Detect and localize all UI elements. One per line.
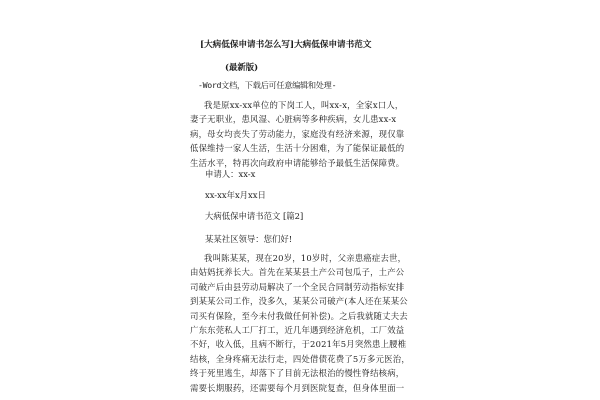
section-heading-2: 大病低保申请书范文 [篇2]: [205, 211, 304, 221]
paragraph-2: 我叫陈某某，现在20岁，10岁时，父亲患癌症去世，由姑妈抚养长大。首先在某某县土产公司包瓜子，土产公司破产后由县劳动局解决了一个全民合同制劳动指标安排到某某公司工作，没多久，某某公司破产(本人还在某某公司买有保险，至今未付我做任何补偿)。之后我就随丈夫去广东东莞私人工厂打工，近几年遇到经济危机，工厂效益不好，收入低，且病不断行，于2021年5月突然患上腰椎结核，全身疼痛无法行走，四处借债花费了5万多元医治，终于死里逃生，却落下了目前无法根治的慢性脊结核病，需要长期服药，还需要每个月到医院复查，但身体里面一: [190, 253, 410, 393]
date-line: xx-xx年x月xx日: [205, 190, 266, 200]
document-title: [大病低保申请书怎么写]大病低保申请书范文: [200, 40, 372, 50]
editing-notice: -Word文档，下载后可任意编辑和处理-: [198, 80, 337, 90]
applicant-line: 申请人：xx-x: [205, 169, 256, 179]
greeting-line: 某某社区领导：您们好!: [205, 234, 293, 244]
paragraph-1: 我是原xx-xx单位的下岗工人，叫xx-x，全家x口人，妻子无职业，患风湿、心脏病等多种疾病，女儿患xx-x病，母女均丧失了劳动能力，家庭没有经济来源，现仅靠低保维持一家人生活，生活十分困难，为了能保证最低的生活水平，特再次向政府申请能够给予最低生活保障费。: [190, 100, 405, 168]
document-subtitle: (最新版): [225, 62, 259, 72]
